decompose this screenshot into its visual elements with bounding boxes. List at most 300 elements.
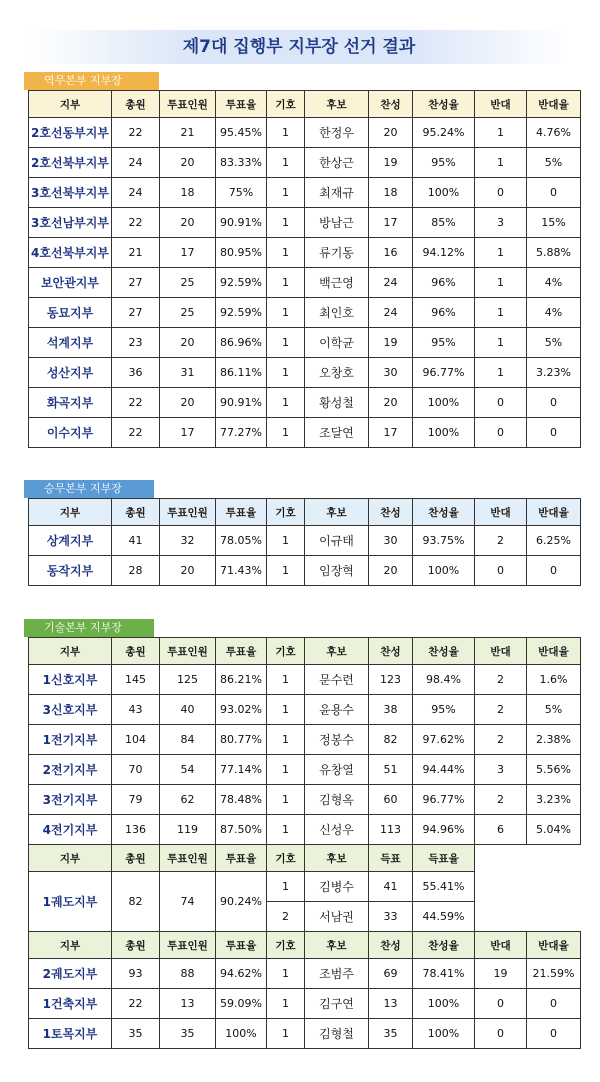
cell-candidate: 신성우 (305, 815, 369, 845)
cell-yes: 17 (369, 418, 413, 448)
cell-ballot-number: 1 (267, 268, 305, 298)
cell-branch: 3신호지부 (29, 695, 112, 725)
cell-candidate: 김구연 (305, 989, 369, 1019)
cell-candidate: 임장혁 (305, 556, 369, 586)
cell-rate: 95.45% (216, 118, 267, 148)
cell-no-rate: 3.23% (527, 785, 581, 815)
column-header: 투표인원 (160, 499, 216, 526)
crew-results-table (28, 498, 581, 586)
cell-branch: 3호선남부지부 (29, 208, 112, 238)
cell-branch: 2호선동부지부 (29, 118, 112, 148)
cell-no: 19 (475, 959, 527, 989)
cell-rate: 78.05% (216, 526, 267, 556)
cell-no: 0 (475, 418, 527, 448)
cell-ballot-number: 2 (267, 902, 305, 932)
cell-total: 22 (112, 418, 160, 448)
table-row (29, 815, 581, 845)
cell-total: 27 (112, 268, 160, 298)
cell-rate: 92.59% (216, 268, 267, 298)
cell-yes-rate: 100% (413, 1019, 475, 1049)
cell-yes: 20 (369, 388, 413, 418)
cell-total: 21 (112, 238, 160, 268)
cell-no-rate: 0 (527, 418, 581, 448)
table-row (29, 959, 581, 989)
cell-total: 36 (112, 358, 160, 388)
cell-voters: 20 (160, 328, 216, 358)
cell-ballot-number: 1 (267, 298, 305, 328)
column-header: 반대율 (527, 932, 581, 959)
column-header: 지부 (29, 845, 112, 872)
cell-voters: 32 (160, 526, 216, 556)
cell-rate: 94.62% (216, 959, 267, 989)
cell-branch: 성산지부 (29, 358, 112, 388)
column-header: 반대율 (527, 499, 581, 526)
cell-yes-rate: 85% (413, 208, 475, 238)
cell-ballot-number: 1 (267, 208, 305, 238)
cell-voters: 74 (160, 872, 216, 932)
cell-branch: 석계지부 (29, 328, 112, 358)
cell-no: 0 (475, 388, 527, 418)
cell-yes-rate: 96.77% (413, 358, 475, 388)
column-header: 총원 (112, 932, 160, 959)
table-row (29, 785, 581, 815)
cell-rate: 93.02% (216, 695, 267, 725)
cell-yes-rate: 100% (413, 388, 475, 418)
cell-voters: 17 (160, 418, 216, 448)
cell-branch: 3호선북부지부 (29, 178, 112, 208)
cell-total: 93 (112, 959, 160, 989)
cell-ballot-number: 1 (267, 665, 305, 695)
cell-branch: 2호선북부지부 (29, 148, 112, 178)
cell-ballot-number: 1 (267, 989, 305, 1019)
table-row (29, 665, 581, 695)
column-header: 투표인원 (160, 91, 216, 118)
cell-no: 0 (475, 989, 527, 1019)
cell-candidate: 정봉수 (305, 725, 369, 755)
cell-candidate: 서남권 (305, 902, 369, 932)
cell-total: 43 (112, 695, 160, 725)
table-row (29, 118, 581, 148)
cell-no-rate: 4% (527, 268, 581, 298)
cell-branch: 1건축지부 (29, 989, 112, 1019)
cell-no: 1 (475, 118, 527, 148)
cell-yes: 20 (369, 556, 413, 586)
cell-rate: 90.24% (216, 872, 267, 932)
header-row (29, 91, 581, 118)
cell-votes: 33 (369, 902, 413, 932)
cell-yes: 16 (369, 238, 413, 268)
cell-ballot-number: 1 (267, 755, 305, 785)
cell-yes: 51 (369, 755, 413, 785)
empty-cell (527, 902, 581, 932)
column-header: 찬성 (369, 638, 413, 665)
cell-candidate: 오창호 (305, 358, 369, 388)
cell-no-rate: 5.04% (527, 815, 581, 845)
table-row (29, 755, 581, 785)
cell-yes: 30 (369, 526, 413, 556)
column-header: 지부 (29, 932, 112, 959)
cell-ballot-number: 1 (267, 526, 305, 556)
cell-ballot-number: 1 (267, 388, 305, 418)
cell-yes: 82 (369, 725, 413, 755)
cell-yes-rate: 93.75% (413, 526, 475, 556)
cell-ballot-number: 1 (267, 725, 305, 755)
cell-no: 1 (475, 298, 527, 328)
cell-voters: 54 (160, 755, 216, 785)
cell-yes: 113 (369, 815, 413, 845)
cell-rate: 90.91% (216, 208, 267, 238)
cell-no-rate: 21.59% (527, 959, 581, 989)
cell-rate: 78.48% (216, 785, 267, 815)
cell-total: 145 (112, 665, 160, 695)
cell-total: 104 (112, 725, 160, 755)
cell-yes: 13 (369, 989, 413, 1019)
cell-total: 22 (112, 208, 160, 238)
cell-yes-rate: 78.41% (413, 959, 475, 989)
column-header: 반대율 (527, 638, 581, 665)
cell-branch: 4전기지부 (29, 815, 112, 845)
cell-yes-rate: 95% (413, 148, 475, 178)
cell-rate: 80.95% (216, 238, 267, 268)
cell-total: 41 (112, 526, 160, 556)
cell-candidate: 김형철 (305, 1019, 369, 1049)
cell-yes-rate: 94.12% (413, 238, 475, 268)
cell-no-rate: 5% (527, 695, 581, 725)
cell-candidate: 백근영 (305, 268, 369, 298)
table-row (29, 556, 581, 586)
column-header: 득표율 (413, 845, 475, 872)
cell-no: 1 (475, 358, 527, 388)
cell-no-rate: 5.88% (527, 238, 581, 268)
cell-no: 3 (475, 755, 527, 785)
cell-branch: 1신호지부 (29, 665, 112, 695)
cell-voters: 62 (160, 785, 216, 815)
header-row (29, 638, 581, 665)
cell-ballot-number: 1 (267, 418, 305, 448)
column-header: 기호 (267, 91, 305, 118)
cell-no-rate: 4% (527, 298, 581, 328)
table-row (29, 238, 581, 268)
column-header: 투표율 (216, 499, 267, 526)
cell-no: 2 (475, 526, 527, 556)
cell-no: 2 (475, 665, 527, 695)
column-header: 지부 (29, 499, 112, 526)
table-row (29, 178, 581, 208)
cell-yes: 20 (369, 118, 413, 148)
table-row (29, 725, 581, 755)
cell-ballot-number: 1 (267, 118, 305, 148)
cell-branch: 3전기지부 (29, 785, 112, 815)
cell-yes-rate: 97.62% (413, 725, 475, 755)
column-header: 후보 (305, 638, 369, 665)
cell-candidate: 조범주 (305, 959, 369, 989)
column-header: 투표율 (216, 638, 267, 665)
cell-candidate: 이학균 (305, 328, 369, 358)
cell-yes-rate: 100% (413, 418, 475, 448)
cell-yes: 19 (369, 328, 413, 358)
cell-no: 2 (475, 725, 527, 755)
cell-no-rate: 3.23% (527, 358, 581, 388)
cell-yes: 35 (369, 1019, 413, 1049)
cell-total: 22 (112, 118, 160, 148)
table-row (29, 358, 581, 388)
cell-yes: 38 (369, 695, 413, 725)
column-header: 반대 (475, 499, 527, 526)
cell-yes-rate: 100% (413, 556, 475, 586)
cell-voters: 25 (160, 298, 216, 328)
column-header: 후보 (305, 499, 369, 526)
cell-branch: 1토목지부 (29, 1019, 112, 1049)
cell-voters: 40 (160, 695, 216, 725)
column-header: 찬성 (369, 91, 413, 118)
cell-yes-rate: 100% (413, 989, 475, 1019)
cell-vote-rate: 44.59% (413, 902, 475, 932)
cell-voters: 17 (160, 238, 216, 268)
cell-no: 0 (475, 1019, 527, 1049)
cell-ballot-number: 1 (267, 959, 305, 989)
cell-total: 35 (112, 1019, 160, 1049)
cell-rate: 92.59% (216, 298, 267, 328)
table-row (29, 208, 581, 238)
column-header: 후보 (305, 845, 369, 872)
column-header: 기호 (267, 932, 305, 959)
cell-no: 6 (475, 815, 527, 845)
column-header: 지부 (29, 638, 112, 665)
cell-yes: 24 (369, 268, 413, 298)
cell-voters: 88 (160, 959, 216, 989)
cell-no-rate: 0 (527, 1019, 581, 1049)
cell-rate: 83.33% (216, 148, 267, 178)
table-row (29, 148, 581, 178)
cell-yes-rate: 95.24% (413, 118, 475, 148)
cell-branch: 1궤도지부 (29, 872, 112, 932)
cell-branch: 1전기지부 (29, 725, 112, 755)
cell-candidate: 이규태 (305, 526, 369, 556)
cell-rate: 71.43% (216, 556, 267, 586)
cell-ballot-number: 1 (267, 328, 305, 358)
cell-yes: 123 (369, 665, 413, 695)
cell-total: 28 (112, 556, 160, 586)
cell-voters: 35 (160, 1019, 216, 1049)
cell-no: 0 (475, 556, 527, 586)
cell-yes: 69 (369, 959, 413, 989)
column-header: 반대율 (527, 91, 581, 118)
cell-yes: 17 (369, 208, 413, 238)
cell-no: 0 (475, 178, 527, 208)
cell-voters: 25 (160, 268, 216, 298)
column-header: 기호 (267, 499, 305, 526)
cell-total: 22 (112, 989, 160, 1019)
cell-ballot-number: 1 (267, 695, 305, 725)
cell-yes: 19 (369, 148, 413, 178)
cell-yes-rate: 95% (413, 328, 475, 358)
cell-ballot-number: 1 (267, 178, 305, 208)
cell-no: 3 (475, 208, 527, 238)
column-header: 총원 (112, 499, 160, 526)
cell-voters: 84 (160, 725, 216, 755)
cell-total: 27 (112, 298, 160, 328)
empty-cell (527, 872, 581, 902)
column-header: 총원 (112, 845, 160, 872)
cell-rate: 90.91% (216, 388, 267, 418)
cell-no-rate: 0 (527, 989, 581, 1019)
cell-ballot-number: 1 (267, 358, 305, 388)
cell-no: 1 (475, 238, 527, 268)
cell-yes: 60 (369, 785, 413, 815)
page-title: 제7대 집행부 지부장 선거 결과 (28, 30, 570, 64)
cell-candidate: 윤용수 (305, 695, 369, 725)
cell-yes-rate: 98.4% (413, 665, 475, 695)
cell-voters: 125 (160, 665, 216, 695)
cell-voters: 20 (160, 556, 216, 586)
column-header: 후보 (305, 932, 369, 959)
column-header: 지부 (29, 91, 112, 118)
cell-rate: 87.50% (216, 815, 267, 845)
column-header: 투표인원 (160, 845, 216, 872)
cell-voters: 119 (160, 815, 216, 845)
column-header: 기호 (267, 638, 305, 665)
cell-yes-rate: 95% (413, 695, 475, 725)
column-header: 투표인원 (160, 932, 216, 959)
column-header: 투표인원 (160, 638, 216, 665)
cell-no-rate: 5.56% (527, 755, 581, 785)
cell-branch: 화곡지부 (29, 388, 112, 418)
cell-yes-rate: 96.77% (413, 785, 475, 815)
table-row (29, 526, 581, 556)
column-header: 투표율 (216, 91, 267, 118)
cell-no-rate: 2.38% (527, 725, 581, 755)
column-header: 찬성율 (413, 932, 475, 959)
cell-no-rate: 5% (527, 148, 581, 178)
cell-candidate: 김병수 (305, 872, 369, 902)
cell-voters: 20 (160, 388, 216, 418)
section-label-crew: 승무본부 지부장 (24, 480, 154, 498)
column-header: 찬성율 (413, 499, 475, 526)
station-results-table (28, 90, 581, 448)
table-row (29, 268, 581, 298)
cell-total: 70 (112, 755, 160, 785)
column-header: 투표율 (216, 845, 267, 872)
cell-total: 82 (112, 872, 160, 932)
cell-ballot-number: 1 (267, 785, 305, 815)
cell-branch: 상계지부 (29, 526, 112, 556)
table-row (29, 872, 581, 902)
cell-ballot-number: 1 (267, 872, 305, 902)
cell-yes-rate: 96% (413, 298, 475, 328)
column-header: 찬성 (369, 499, 413, 526)
header-row (29, 845, 581, 872)
column-header: 기호 (267, 845, 305, 872)
header-row (29, 932, 581, 959)
table-row (29, 1019, 581, 1049)
header-row (29, 499, 581, 526)
cell-candidate: 유창열 (305, 755, 369, 785)
table-row (29, 695, 581, 725)
cell-rate: 77.14% (216, 755, 267, 785)
cell-branch: 2궤도지부 (29, 959, 112, 989)
empty-cell (475, 872, 527, 902)
cell-rate: 100% (216, 1019, 267, 1049)
cell-no-rate: 15% (527, 208, 581, 238)
cell-branch: 이수지부 (29, 418, 112, 448)
cell-no: 1 (475, 268, 527, 298)
cell-no: 1 (475, 148, 527, 178)
cell-voters: 18 (160, 178, 216, 208)
cell-candidate: 방남근 (305, 208, 369, 238)
cell-voters: 20 (160, 148, 216, 178)
column-header: 득표 (369, 845, 413, 872)
column-header: 투표율 (216, 932, 267, 959)
cell-votes: 41 (369, 872, 413, 902)
cell-no: 1 (475, 328, 527, 358)
cell-rate: 86.21% (216, 665, 267, 695)
table-row (29, 989, 581, 1019)
cell-no-rate: 6.25% (527, 526, 581, 556)
table-row (29, 298, 581, 328)
empty-cell (475, 902, 527, 932)
cell-rate: 80.77% (216, 725, 267, 755)
cell-no-rate: 0 (527, 388, 581, 418)
cell-total: 23 (112, 328, 160, 358)
cell-rate: 59.09% (216, 989, 267, 1019)
cell-yes-rate: 100% (413, 178, 475, 208)
cell-ballot-number: 1 (267, 148, 305, 178)
cell-ballot-number: 1 (267, 1019, 305, 1049)
column-header: 반대 (475, 638, 527, 665)
cell-no-rate: 5% (527, 328, 581, 358)
cell-candidate: 한정우 (305, 118, 369, 148)
column-header: 찬성율 (413, 91, 475, 118)
cell-no-rate: 0 (527, 556, 581, 586)
cell-rate: 75% (216, 178, 267, 208)
cell-voters: 13 (160, 989, 216, 1019)
cell-no-rate: 1.6% (527, 665, 581, 695)
cell-branch: 동작지부 (29, 556, 112, 586)
cell-total: 22 (112, 388, 160, 418)
cell-voters: 21 (160, 118, 216, 148)
column-header: 반대 (475, 91, 527, 118)
cell-ballot-number: 1 (267, 815, 305, 845)
column-header: 후보 (305, 91, 369, 118)
cell-candidate: 최인호 (305, 298, 369, 328)
cell-branch: 2전기지부 (29, 755, 112, 785)
cell-candidate: 한상근 (305, 148, 369, 178)
cell-yes-rate: 96% (413, 268, 475, 298)
cell-ballot-number: 1 (267, 238, 305, 268)
table-row (29, 388, 581, 418)
column-header: 찬성 (369, 932, 413, 959)
table-row (29, 328, 581, 358)
cell-no-rate: 4.76% (527, 118, 581, 148)
cell-candidate: 류기동 (305, 238, 369, 268)
cell-yes-rate: 94.96% (413, 815, 475, 845)
cell-branch: 동묘지부 (29, 298, 112, 328)
column-header: 찬성율 (413, 638, 475, 665)
cell-branch: 4호선북부지부 (29, 238, 112, 268)
cell-voters: 31 (160, 358, 216, 388)
cell-candidate: 황성철 (305, 388, 369, 418)
section-label-tech: 기술본부 지부장 (24, 619, 154, 637)
cell-yes: 18 (369, 178, 413, 208)
cell-yes: 30 (369, 358, 413, 388)
cell-total: 24 (112, 178, 160, 208)
column-header: 총원 (112, 91, 160, 118)
cell-candidate: 문수련 (305, 665, 369, 695)
cell-rate: 86.96% (216, 328, 267, 358)
cell-candidate: 최재규 (305, 178, 369, 208)
cell-candidate: 조달연 (305, 418, 369, 448)
section-label-station: 역무본부 지부장 (24, 72, 159, 90)
